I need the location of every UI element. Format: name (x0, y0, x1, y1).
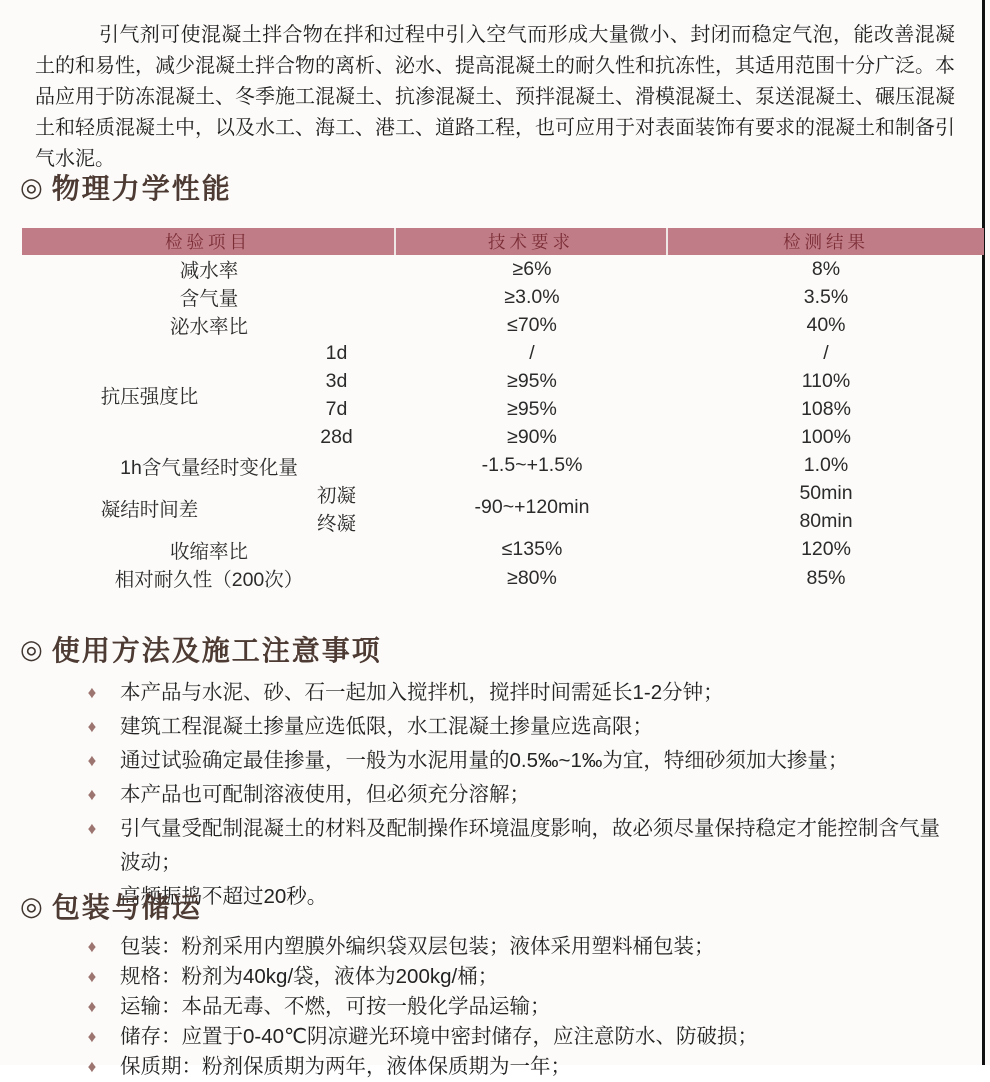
req-cell: ≥6% (512, 257, 552, 280)
age-cell: 1d (325, 341, 348, 364)
bullet-text: 本产品与水泥、砂、石一起加入搅拌机，搅拌时间需延长1-2分钟； (120, 681, 724, 704)
item-cell: 含气量 (179, 288, 239, 311)
section-marker-icon: ◎ (20, 171, 43, 202)
table-row (22, 311, 984, 339)
list-item (80, 710, 956, 744)
bullet-text-line1: 引气量受配制混凝土的材料及配制操作环境温度影响，故必须尽量保持稳定才能控制含气量波动； (120, 817, 940, 874)
result-cell: 110% (801, 369, 851, 392)
req-cell: ≤135% (501, 538, 563, 561)
performance-table (22, 228, 984, 592)
diamond-bullet-icon: ♦ (87, 717, 97, 736)
list-item (80, 992, 956, 1022)
section-heading-usage (20, 629, 382, 669)
req-cell: ≥3.0% (504, 285, 560, 308)
table-row (277, 339, 984, 367)
section-heading-packaging (20, 886, 202, 926)
result-cell: 3.5% (803, 285, 849, 308)
item-cell: 收缩率比 (169, 540, 248, 563)
section-title-packaging: 包装与储运 (51, 892, 202, 923)
result-cell: 85% (806, 566, 846, 589)
table-row (22, 536, 984, 564)
diamond-bullet-icon: ♦ (87, 997, 97, 1016)
section-heading-physical (20, 167, 232, 207)
item-cell: 减水率 (179, 260, 239, 283)
result-cell: 80min (799, 510, 853, 533)
result-cell: 8% (811, 257, 841, 280)
age-cell: 3d (325, 369, 348, 392)
bullet-text (120, 812, 956, 914)
stage-cell: 终凝 (316, 512, 356, 535)
group-label-strength: 抗压强度比 (100, 386, 199, 409)
age-cell: 7d (325, 398, 348, 421)
result-cell: 50min (799, 482, 853, 505)
item-cell: 相对耐久性（200次） (114, 569, 304, 592)
bullet-text: 保质期：粉剂保质期为两年，液体保质期为一年； (120, 1055, 571, 1078)
bullet-text: 运输：本品无毒、不燃，可按一般化学品运输； (120, 995, 551, 1018)
bullet-text: 本产品也可配制溶液使用，但必须充分溶解； (120, 783, 530, 806)
list-item (80, 962, 956, 992)
table-header-row (22, 228, 984, 255)
list-item (80, 1022, 956, 1052)
table-row (277, 367, 984, 395)
result-cell: 1.0% (803, 454, 849, 477)
section-title-physical: 物理力学性能 (51, 173, 232, 204)
section-title-usage: 使用方法及施工注意事项 (51, 635, 382, 666)
req-cell: ≥95% (507, 398, 557, 421)
setting-time-group-rows (22, 480, 984, 536)
diamond-bullet-icon: ♦ (87, 751, 97, 770)
setting-stage-column (277, 480, 396, 536)
list-item (80, 932, 956, 962)
req-cell: ≥90% (507, 426, 557, 449)
bullet-text: 通过试验确定最佳掺量，一般为水泥用量的0.5‰~1‰为宜，特细砂须加大掺量； (120, 749, 849, 772)
diamond-bullet-icon: ♦ (87, 819, 97, 838)
diamond-bullet-icon: ♦ (87, 937, 97, 956)
strength-group-rows (22, 339, 984, 451)
list-item (80, 812, 956, 914)
req-cell: ≥80% (507, 566, 557, 589)
table-row (22, 283, 984, 311)
diamond-bullet-icon: ♦ (87, 785, 97, 804)
bullet-text: 建筑工程混凝土掺量应选低限，水工混凝土掺量应选高限； (120, 715, 653, 738)
strength-subrows (277, 339, 984, 451)
list-item (80, 778, 956, 812)
diamond-bullet-icon: ♦ (87, 1057, 97, 1076)
bullet-text: 规格：粉剂为40kg/袋，液体为200kg/桶； (120, 965, 499, 988)
item-cell: 泌水率比 (169, 316, 248, 339)
header-cell-item: 检验项目 (22, 228, 396, 255)
stage-cell: 初凝 (316, 484, 356, 507)
partial-clipped-list-item (80, 1052, 956, 1082)
list-item (80, 676, 956, 710)
result-cell: 120% (801, 538, 851, 561)
group-label-setting: 凝结时间差 (100, 498, 199, 521)
result-cell: / (823, 341, 829, 364)
list-item (80, 744, 956, 778)
section-marker-icon: ◎ (20, 890, 43, 921)
bullet-text: 储存：应置于0-40℃阴凉避光环境中密封储存，应注意防水、防破损； (120, 1025, 759, 1048)
req-cell: ≤70% (507, 313, 557, 336)
req-cell: -90~+120min (474, 496, 590, 519)
result-cell: 100% (801, 426, 851, 449)
req-cell: ≥95% (507, 369, 557, 392)
setting-result-column (668, 480, 984, 536)
age-cell: 28d (320, 426, 353, 449)
section-marker-icon: ◎ (20, 633, 43, 664)
bullet-text: 包装：粉剂采用内塑膜外编织袋双层包装；液体采用塑料桶包装； (120, 935, 715, 958)
diamond-bullet-icon: ♦ (87, 967, 97, 986)
table-row (277, 395, 984, 423)
result-cell: 108% (801, 398, 851, 421)
req-cell: -1.5~+1.5% (481, 454, 583, 477)
bullet-text-line2: 高频振捣不超过20秒。 (120, 885, 328, 908)
header-cell-req: 技术要求 (396, 228, 668, 255)
item-cell: 1h含气量经时变化量 (120, 456, 298, 479)
diamond-bullet-icon: ♦ (87, 1027, 97, 1046)
req-cell: / (529, 341, 535, 364)
intro-paragraph: 引气剂可使混凝土拌合物在拌和过程中引入空气而形成大量微小、封闭而稳定气泡，能改善混凝土的和易性，减少混凝土拌合物的离析、泌水、提高混凝土的耐久性和抗冻性，其适用范围十分广泛。本品应用于防冻混凝土、冬季施工混凝土、抗渗混凝土、预拌混凝土、滑模混凝土、泵送混凝土、碾压混凝土和轻质混凝土中，以及水工、海工、港工、道路工程，也可应用于对表面装饰有要求的混凝土和制备引气水泥。 (35, 24, 955, 170)
result-cell: 40% (806, 313, 846, 336)
table-row (22, 564, 984, 592)
usage-bullet-list (80, 676, 956, 914)
header-cell-result: 检测结果 (783, 232, 869, 252)
table-row (22, 452, 984, 480)
table-row (277, 424, 984, 452)
packaging-bullet-list (80, 932, 956, 1082)
diamond-bullet-icon: ♦ (87, 683, 97, 702)
table-row (22, 255, 984, 283)
